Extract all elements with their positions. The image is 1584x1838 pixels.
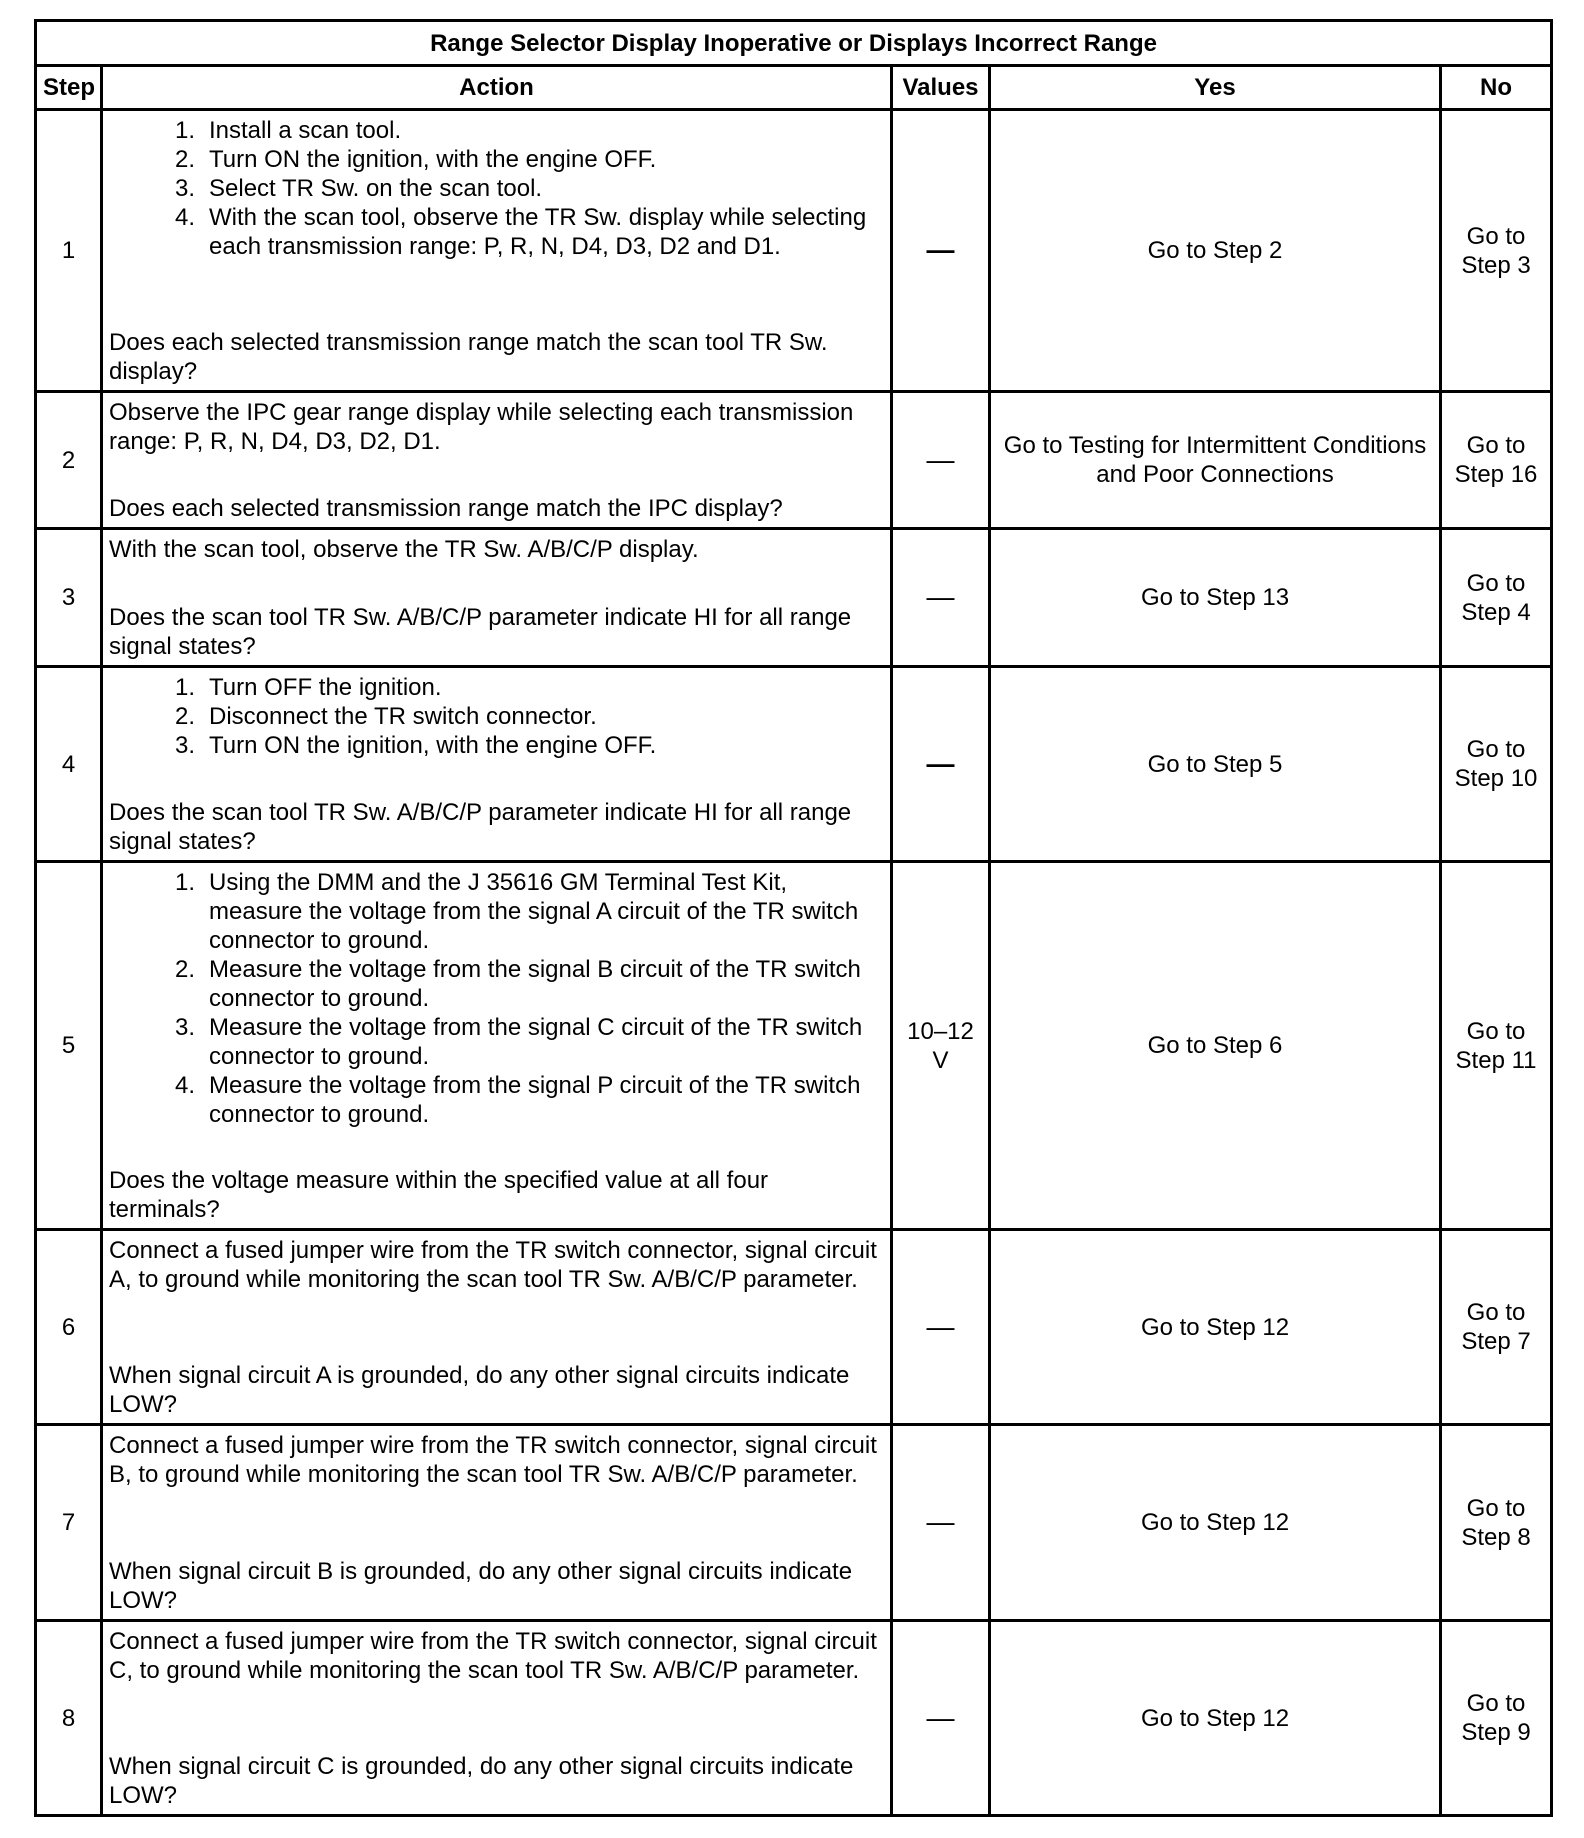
yes-cell: Go to Step 12 [990,1425,1441,1621]
action-question: Does the scan tool TR Sw. A/B/C/P parameter indicate HI for all range signal states? [109,798,852,855]
table-row [36,667,1552,862]
list-item: 4. With the scan tool, observe the TR Sw. display while selecting each transmission range: P, R, N, D4, D3, D2 and D1. [174,203,867,260]
action-cell [102,392,892,529]
action-question: When signal circuit B is grounded, do any other signal circuits indicate LOW? [109,1557,853,1614]
action-text: Connect a fused jumper wire from the TR switch connector, signal circuit B, to ground while monitoring the scan tool TR Sw. A/B/C/P parameter. [109,1431,877,1488]
action-question: When signal circuit C is grounded, do any other signal circuits indicate LOW? [109,1752,854,1809]
no-cell: Go to Step 9 [1441,1621,1552,1816]
table-title: Range Selector Display Inoperative or Displays Incorrect Range [36,21,1552,66]
values-cell: — [892,392,990,529]
action-cell [102,1621,892,1816]
no-cell: Go to Step 10 [1441,667,1552,862]
action-cell [102,1230,892,1425]
action-question: Does the scan tool TR Sw. A/B/C/P parameter indicate HI for all range signal states? [109,603,852,660]
values-cell: — [892,1425,990,1621]
list-item: 1. Using the DMM and the J 35616 GM Terminal Test Kit, measure the voltage from the signal A circuit of the TR switch connector to ground. [174,868,859,954]
action-text: Observe the IPC gear range display while selecting each transmission range: P, R, N, D4, D3, D2, D1. [109,398,854,455]
action-cell [102,862,892,1230]
step-number: 3 [36,529,102,667]
step-number: 7 [36,1425,102,1621]
list-item: 1. Install a scan tool. [174,116,402,144]
action-list [109,868,884,1129]
step-number: 1 [36,110,102,392]
no-cell: Go to Step 3 [1441,110,1552,392]
values-cell: — [892,110,990,392]
yes-cell: Go to Step 12 [990,1230,1441,1425]
no-cell: Go to Step 11 [1441,862,1552,1230]
header-step: Step [36,66,102,110]
header-action: Action [102,66,892,110]
yes-cell: Go to Step 5 [990,667,1441,862]
yes-cell: Go to Step 13 [990,529,1441,667]
action-question: Does the voltage measure within the specified value at all four terminals? [109,1166,769,1223]
list-item: 3. Select TR Sw. on the scan tool. [174,174,543,202]
header-no: No [1441,66,1552,110]
yes-cell: Go to Step 12 [990,1621,1441,1816]
action-text: Connect a fused jumper wire from the TR switch connector, signal circuit C, to ground while monitoring the scan tool TR Sw. A/B/C/P parameter. [109,1627,877,1684]
action-text: Connect a fused jumper wire from the TR switch connector, signal circuit A, to ground while monitoring the scan tool TR Sw. A/B/C/P parameter. [109,1236,877,1293]
list-item: 3. Turn ON the ignition, with the engine OFF. [174,731,657,759]
no-cell: Go to Step 4 [1441,529,1552,667]
yes-cell: Go to Testing for Intermittent Conditions and Poor Connections [990,392,1441,529]
step-number: 4 [36,667,102,862]
values-cell: — [892,1230,990,1425]
step-number: 6 [36,1230,102,1425]
list-item: 3. Measure the voltage from the signal C circuit of the TR switch connector to ground. [174,1013,863,1070]
step-number: 8 [36,1621,102,1816]
action-cell [102,110,892,392]
table-row [36,1425,1552,1621]
action-list [109,116,884,261]
step-number: 2 [36,392,102,529]
list-item: 4. Measure the voltage from the signal P circuit of the TR switch connector to ground. [174,1071,861,1128]
action-text: With the scan tool, observe the TR Sw. A/B/C/P display. [109,535,699,563]
action-cell [102,529,892,667]
table-row [36,1621,1552,1816]
table-row [36,529,1552,667]
values-cell: — [892,1621,990,1816]
values-cell: — [892,667,990,862]
table-row [36,392,1552,529]
list-item: 1. Turn OFF the ignition. [174,673,442,701]
action-question: When signal circuit A is grounded, do any other signal circuits indicate LOW? [109,1361,850,1418]
action-question: Does each selected transmission range match the IPC display? [109,494,783,522]
step-number: 5 [36,862,102,1230]
values-cell: — [892,529,990,667]
table-row [36,1230,1552,1425]
yes-cell: Go to Step 6 [990,862,1441,1230]
action-cell [102,1425,892,1621]
diagnostic-table [34,19,1553,1817]
no-cell: Go to Step 16 [1441,392,1552,529]
no-cell: Go to Step 7 [1441,1230,1552,1425]
values-cell: 10–12 V [892,862,990,1230]
table-row [36,862,1552,1230]
action-question: Does each selected transmission range match the scan tool TR Sw. display? [109,328,828,385]
no-cell: Go to Step 8 [1441,1425,1552,1621]
header-values: Values [892,66,990,110]
header-yes: Yes [990,66,1441,110]
action-list [109,673,884,760]
list-item: 2. Disconnect the TR switch connector. [174,702,597,730]
table-row [36,110,1552,392]
yes-cell: Go to Step 2 [990,110,1441,392]
header-row [36,66,1552,110]
list-item: 2. Measure the voltage from the signal B circuit of the TR switch connector to ground. [174,955,861,1012]
list-item: 2. Turn ON the ignition, with the engine OFF. [174,145,657,173]
action-cell [102,667,892,862]
